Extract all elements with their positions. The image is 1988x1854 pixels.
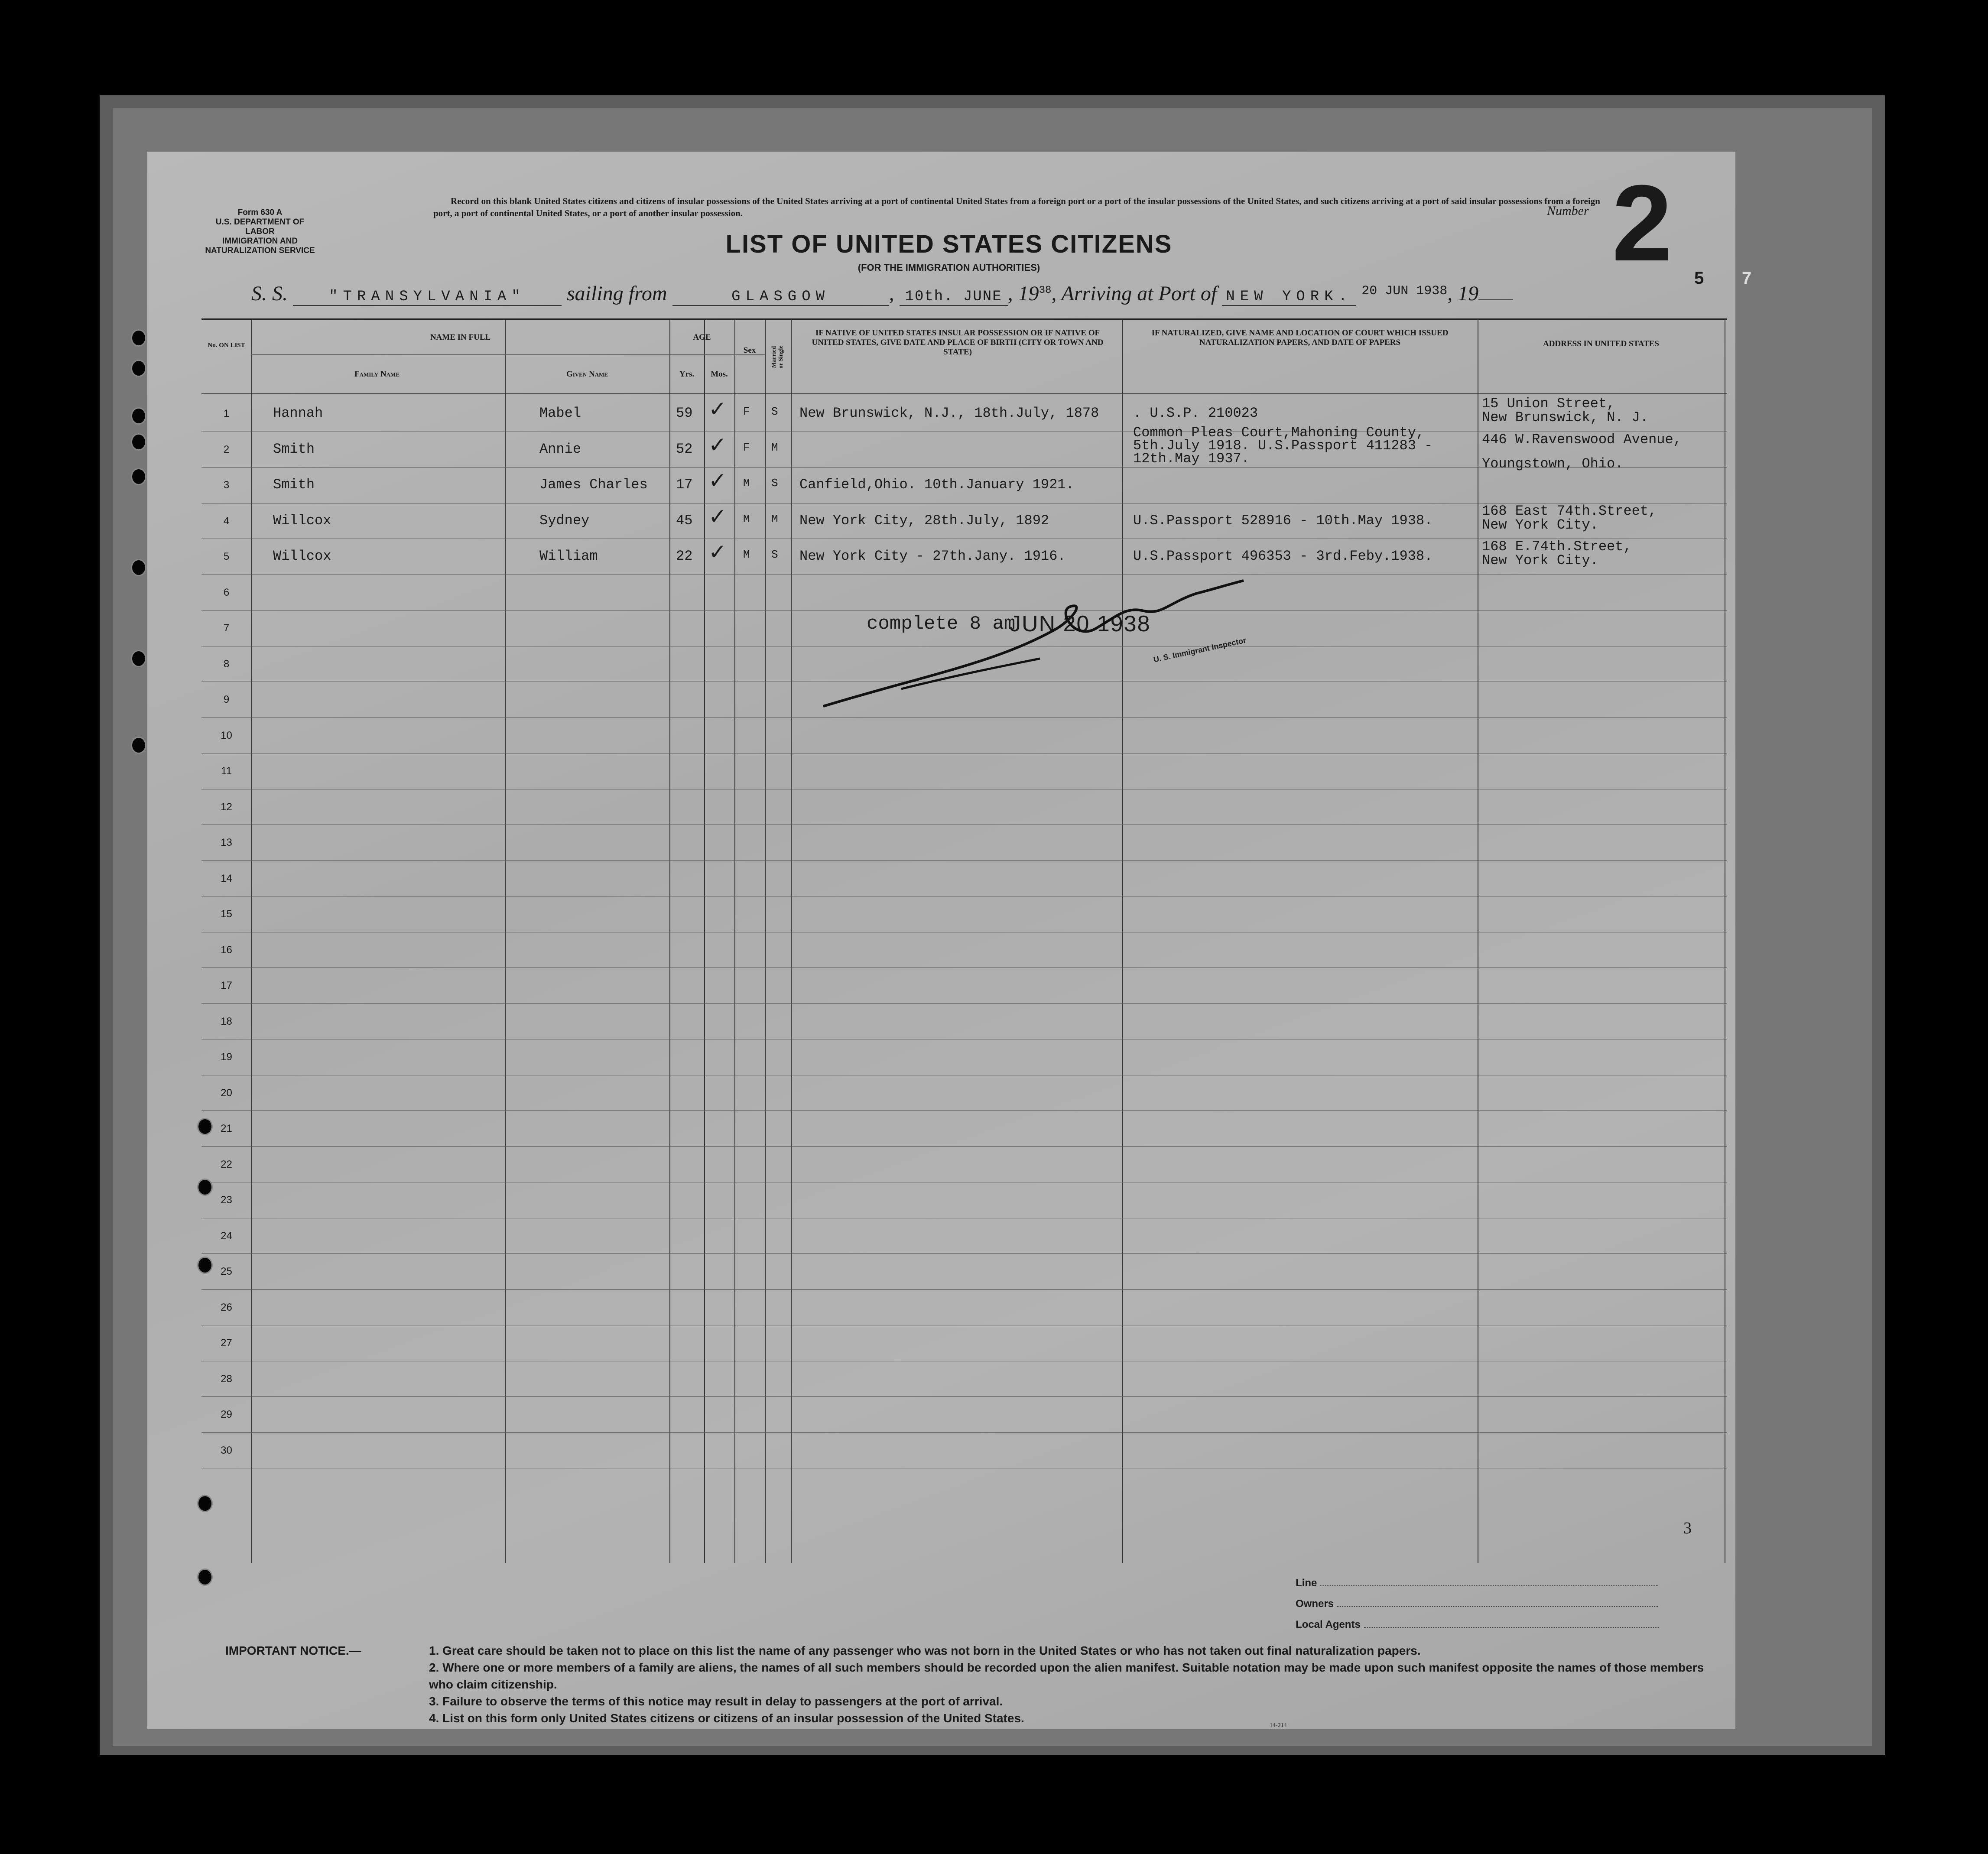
row-number: 22 — [221, 1158, 232, 1170]
inspector-signature — [815, 576, 1248, 719]
row-number: 24 — [221, 1230, 232, 1242]
row-number: 1 — [223, 408, 230, 419]
header-naturalized: IF NATURALIZED, GIVE NAME AND LOCATION OF COURT WHICH ISSUED NATURALIZATION PAPERS, AND DATE OF PAPERS — [1151, 328, 1449, 347]
list-number: 2 — [1612, 162, 1673, 283]
address-line: 15 Union Street, — [1482, 396, 1615, 412]
family-name: Willcox — [273, 512, 331, 529]
birth-info: New York City, 28th.July, 1892 — [799, 512, 1049, 529]
age-years: 45 — [676, 512, 693, 529]
given-name: Annie — [539, 441, 581, 457]
header-native: IF NATIVE OF UNITED STATES INSULAR POSSESSION OR IF NATIVE OF UNITED STATES, GIVE DATE AND PLACE OF BIRTH (CITY OR TOWN AND STATE) — [812, 328, 1104, 357]
checkmark-icon: ✓ — [708, 468, 727, 493]
col-rule — [765, 320, 766, 1563]
address-line: 168 E.74th.Street, — [1482, 539, 1632, 555]
header-family-name: Family Name — [354, 370, 400, 379]
marital-status: M — [771, 512, 778, 526]
naturalization-info: U.S.Passport 496353 - 3rd.Feby.1938. — [1133, 548, 1433, 564]
page-title: LIST OF UNITED STATES CITIZENS — [725, 230, 1173, 258]
header-sex: Sex — [743, 346, 756, 355]
given-name: William — [539, 548, 598, 564]
checkmark-icon: ✓ — [708, 539, 727, 565]
address-line: Youngstown, Ohio. — [1482, 455, 1624, 472]
ss-label: S. S. — [251, 282, 288, 305]
arrival-date-stamp: 20 JUN 1938 — [1361, 284, 1448, 299]
binder-hole — [197, 1118, 213, 1135]
row-rule — [201, 1289, 1727, 1290]
form-label-line: U.S. DEPARTMENT OF LABOR — [215, 218, 305, 236]
binder-hole — [131, 329, 146, 347]
header-name-in-full: NAME IN FULL — [430, 333, 491, 342]
header-address: ADDRESS IN UNITED STATES — [1543, 339, 1659, 348]
binder-hole — [131, 360, 146, 377]
footer-fields — [1296, 1573, 1659, 1635]
family-name: Willcox — [273, 548, 331, 564]
family-name: Smith — [273, 477, 315, 493]
sex: M — [743, 477, 750, 490]
row-rule — [201, 1003, 1727, 1004]
row-number: 8 — [223, 658, 230, 670]
arrival-year-prefix: 19 — [1458, 282, 1479, 305]
naturalization-info: . U.S.P. 210023 — [1133, 405, 1258, 421]
date-sailed: 10th. JUNE — [900, 289, 1008, 306]
margin-mark-7: 7 — [1742, 269, 1752, 288]
row-number: 20 — [221, 1087, 232, 1099]
marital-status: S — [771, 548, 778, 561]
row-number: 27 — [221, 1337, 232, 1349]
binder-hole — [197, 1495, 213, 1512]
age-years: 22 — [676, 548, 693, 564]
given-name: Mabel — [539, 405, 581, 421]
marital-status: S — [771, 405, 778, 418]
address-line: New York City. — [1482, 552, 1598, 568]
row-number: 23 — [221, 1194, 232, 1206]
col-rule — [669, 320, 670, 1563]
row-number: 21 — [221, 1123, 232, 1134]
row-number: 16 — [221, 944, 232, 956]
marital-status: M — [771, 441, 778, 454]
age-years: 17 — [676, 477, 693, 493]
year-prefix: 19 — [1018, 282, 1039, 305]
header-rule — [201, 393, 1727, 394]
birth-info: Canfield,Ohio. 10th.January 1921. — [799, 477, 1074, 493]
inspector-caption: U. S. Immigrant Inspector — [1153, 636, 1247, 664]
row-number: 25 — [221, 1266, 232, 1277]
ship-name: "TRANSYLVANIA" — [293, 289, 562, 306]
binder-hole — [131, 468, 146, 485]
row-number: 10 — [221, 729, 232, 741]
form-code: 14-214 — [1270, 1722, 1287, 1729]
header-married: Married or Single — [771, 345, 784, 369]
local-agents-label: Local Agents — [1296, 1619, 1361, 1630]
sailing-label: sailing from — [567, 282, 667, 305]
naturalization-info: U.S.Passport 528916 - 10th.May 1938. — [1133, 512, 1433, 529]
row-number: 18 — [221, 1015, 232, 1027]
number-label: Number — [1547, 204, 1589, 218]
header-yrs: Yrs. — [679, 370, 695, 379]
received-date-stamp: JUN 20 1938 — [1010, 611, 1151, 636]
complete-note: complete 8 am — [867, 613, 1016, 635]
family-name: Hannah — [273, 405, 323, 421]
arriving-label: , Arriving at Port of — [1051, 282, 1217, 305]
binder-hole — [131, 650, 146, 667]
row-number: 26 — [221, 1301, 232, 1313]
header-rule — [251, 354, 765, 355]
header-mos: Mos. — [711, 370, 728, 379]
row-rule — [201, 1146, 1727, 1147]
header-no: No. ON LIST — [208, 342, 245, 349]
page-subtitle: (FOR THE IMMIGRATION AUTHORITIES) — [858, 262, 1040, 273]
form-label — [204, 208, 316, 256]
passenger-table — [201, 318, 1727, 1568]
birth-info: New Brunswick, N.J., 18th.July, 1878 — [799, 405, 1099, 421]
form-label-line: Form 630 A — [237, 208, 283, 217]
manifest-page — [147, 152, 1735, 1729]
row-number: 28 — [221, 1373, 232, 1385]
row-number: 4 — [223, 515, 230, 527]
binder-hole — [131, 433, 146, 451]
row-number: 3 — [223, 479, 230, 491]
row-number: 11 — [221, 765, 232, 777]
form-intro — [433, 195, 1612, 219]
naturalization-info: Common Pleas Court,Mahoning County, 5th.July 1918. U.S.Passport 411283 - 12th.May 1937. — [1133, 424, 1433, 467]
row-number: 5 — [223, 551, 230, 562]
row-number: 7 — [223, 622, 230, 634]
given-name: Sydney — [539, 512, 590, 529]
binder-hole — [197, 1179, 213, 1196]
row-number: 6 — [223, 586, 230, 598]
form-intro-text: Record on this blank United States citizens and citizens of insular possessions of the United States arriving at a port of continental United States from a foreign port or a port of the insular possessions of the United States, and such citizens arriving at a port of said insular possessions from a foreign port, a port of continental United States, or a port of another insular possession. — [433, 196, 1600, 218]
row-number: 15 — [221, 908, 232, 920]
row-number: 30 — [221, 1444, 232, 1456]
margin-mark-5: 5 — [1694, 269, 1704, 288]
sex: M — [743, 512, 750, 526]
row-rule — [201, 1396, 1727, 1397]
row-rule — [201, 1253, 1727, 1254]
age-years: 59 — [676, 405, 693, 421]
given-name: James Charles — [539, 477, 648, 493]
address-line: New Brunswick, N. J. — [1482, 409, 1649, 425]
notice-lead: IMPORTANT NOTICE.— — [225, 1644, 361, 1657]
birth-info: New York City - 27th.Jany. 1916. — [799, 548, 1066, 564]
col-rule — [505, 320, 506, 1563]
binder-hole — [131, 559, 146, 576]
notice-item: 4. List on this form only United States citizens or citizens of an insular possession of the United States. — [429, 1711, 1024, 1725]
row-number: 2 — [223, 443, 230, 455]
col-rule — [791, 320, 792, 1563]
notice-item: 1. Great care should be taken not to place on this list the name of any passenger who was not born in the United States or who has not taken out final naturalization papers. — [429, 1644, 1421, 1657]
sex: F — [743, 405, 750, 418]
checkmark-icon: ✓ — [708, 503, 727, 529]
row-number: 12 — [221, 801, 232, 813]
port-from: GLASGOW — [672, 289, 889, 306]
col-rule — [251, 320, 252, 1563]
col-rule — [1122, 320, 1123, 1563]
row-number: 9 — [223, 694, 230, 705]
marital-status: S — [771, 477, 778, 490]
form-label-line: NATURALIZATION SERVICE — [205, 246, 315, 255]
voyage-line: S. S. "TRANSYLVANIA" sailing from GLASGOW , 10th. JUNE , $19^{38}$, Arriving at Port of NEW YORK. $^{20 JUN 1938}$, 19 — [251, 282, 1513, 306]
row-rule — [201, 1432, 1727, 1433]
header-age: AGE — [693, 333, 711, 342]
row-number: 19 — [221, 1051, 232, 1063]
checkmark-icon: ✓ — [708, 396, 727, 422]
age-years: 52 — [676, 441, 693, 457]
binder-hole — [197, 1257, 213, 1274]
notice-item: 2. Where one or more members of a family are aliens, the names of all such members should be recorded upon the alien manifest. Suitable notation may be made upon such manifest opposite the names of those members who claim citizenship. — [429, 1661, 1704, 1691]
row-number: 13 — [221, 837, 232, 848]
sex: F — [743, 441, 750, 454]
binder-hole — [131, 737, 146, 754]
col-rule — [734, 320, 735, 1563]
binder-hole — [131, 407, 146, 425]
header-given-name: Given Name — [566, 370, 608, 379]
row-number: 17 — [221, 980, 232, 991]
notice-item: 3. Failure to observe the terms of this notice may result in delay to passengers at the port of arrival. — [429, 1695, 1003, 1708]
row-number: 29 — [221, 1409, 232, 1420]
col-rule — [704, 320, 705, 1563]
sex: M — [743, 548, 750, 561]
row-rule — [201, 1110, 1727, 1111]
sheet-page-number: 3 — [1683, 1519, 1692, 1537]
address-line: 168 East 74th.Street, — [1482, 503, 1657, 519]
checkmark-icon: ✓ — [708, 432, 727, 458]
year-suffix: 38 — [1039, 285, 1052, 296]
owners-label: Owners — [1296, 1598, 1334, 1610]
address-line: New York City. — [1482, 516, 1598, 533]
row-rule — [201, 860, 1727, 861]
family-name: Smith — [273, 441, 315, 457]
form-label-line: IMMIGRATION AND — [222, 237, 298, 246]
line-label: Line — [1296, 1577, 1317, 1589]
binder-hole — [197, 1568, 213, 1586]
row-number: 14 — [221, 872, 232, 884]
address-line: 446 W.Ravenswood Avenue, — [1482, 431, 1682, 448]
port-to: NEW YORK. — [1222, 289, 1356, 306]
